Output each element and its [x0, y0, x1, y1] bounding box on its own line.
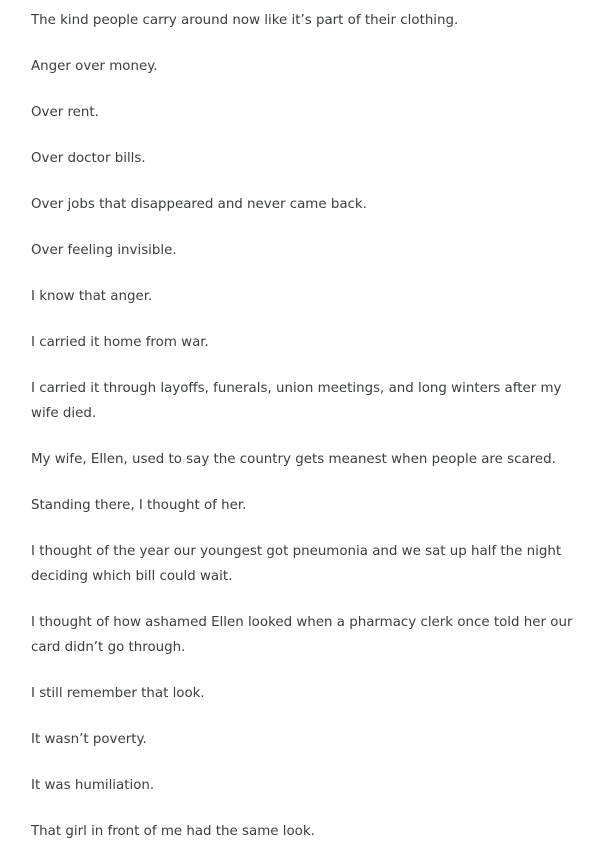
paragraph: It was humiliation.: [31, 778, 155, 793]
paragraph: I thought of the year our youngest got pneumonia and we sat up half the night deciding which bill could wait.: [31, 544, 562, 584]
paragraph: My wife, Ellen, used to say the country gets meanest when people are scared.: [31, 452, 556, 467]
paragraph: Anger over money.: [31, 59, 158, 74]
paragraph: Over doctor bills.: [31, 151, 146, 166]
paragraph: That girl in front of me had the same look.: [31, 824, 315, 839]
paragraph: The kind people carry around now like it’s part of their clothing.: [31, 13, 459, 28]
paragraph: It wasn’t poverty.: [31, 732, 147, 747]
paragraph: Standing there, I thought of her.: [31, 498, 247, 513]
paragraph: Over jobs that disappeared and never came back.: [31, 197, 367, 212]
paragraph: I still remember that look.: [31, 686, 205, 701]
article-body: [31, 8, 581, 865]
paragraph: Over rent.: [31, 105, 99, 120]
paragraph: Over feeling invisible.: [31, 243, 177, 258]
paragraph: I carried it through layoffs, funerals, union meetings, and long winters after my wife died.: [31, 381, 562, 421]
paragraph: I thought of how ashamed Ellen looked when a pharmacy clerk once told her our card didn’t go through.: [31, 615, 573, 655]
paragraph: I know that anger.: [31, 289, 153, 304]
paragraph: I carried it home from war.: [31, 335, 209, 350]
